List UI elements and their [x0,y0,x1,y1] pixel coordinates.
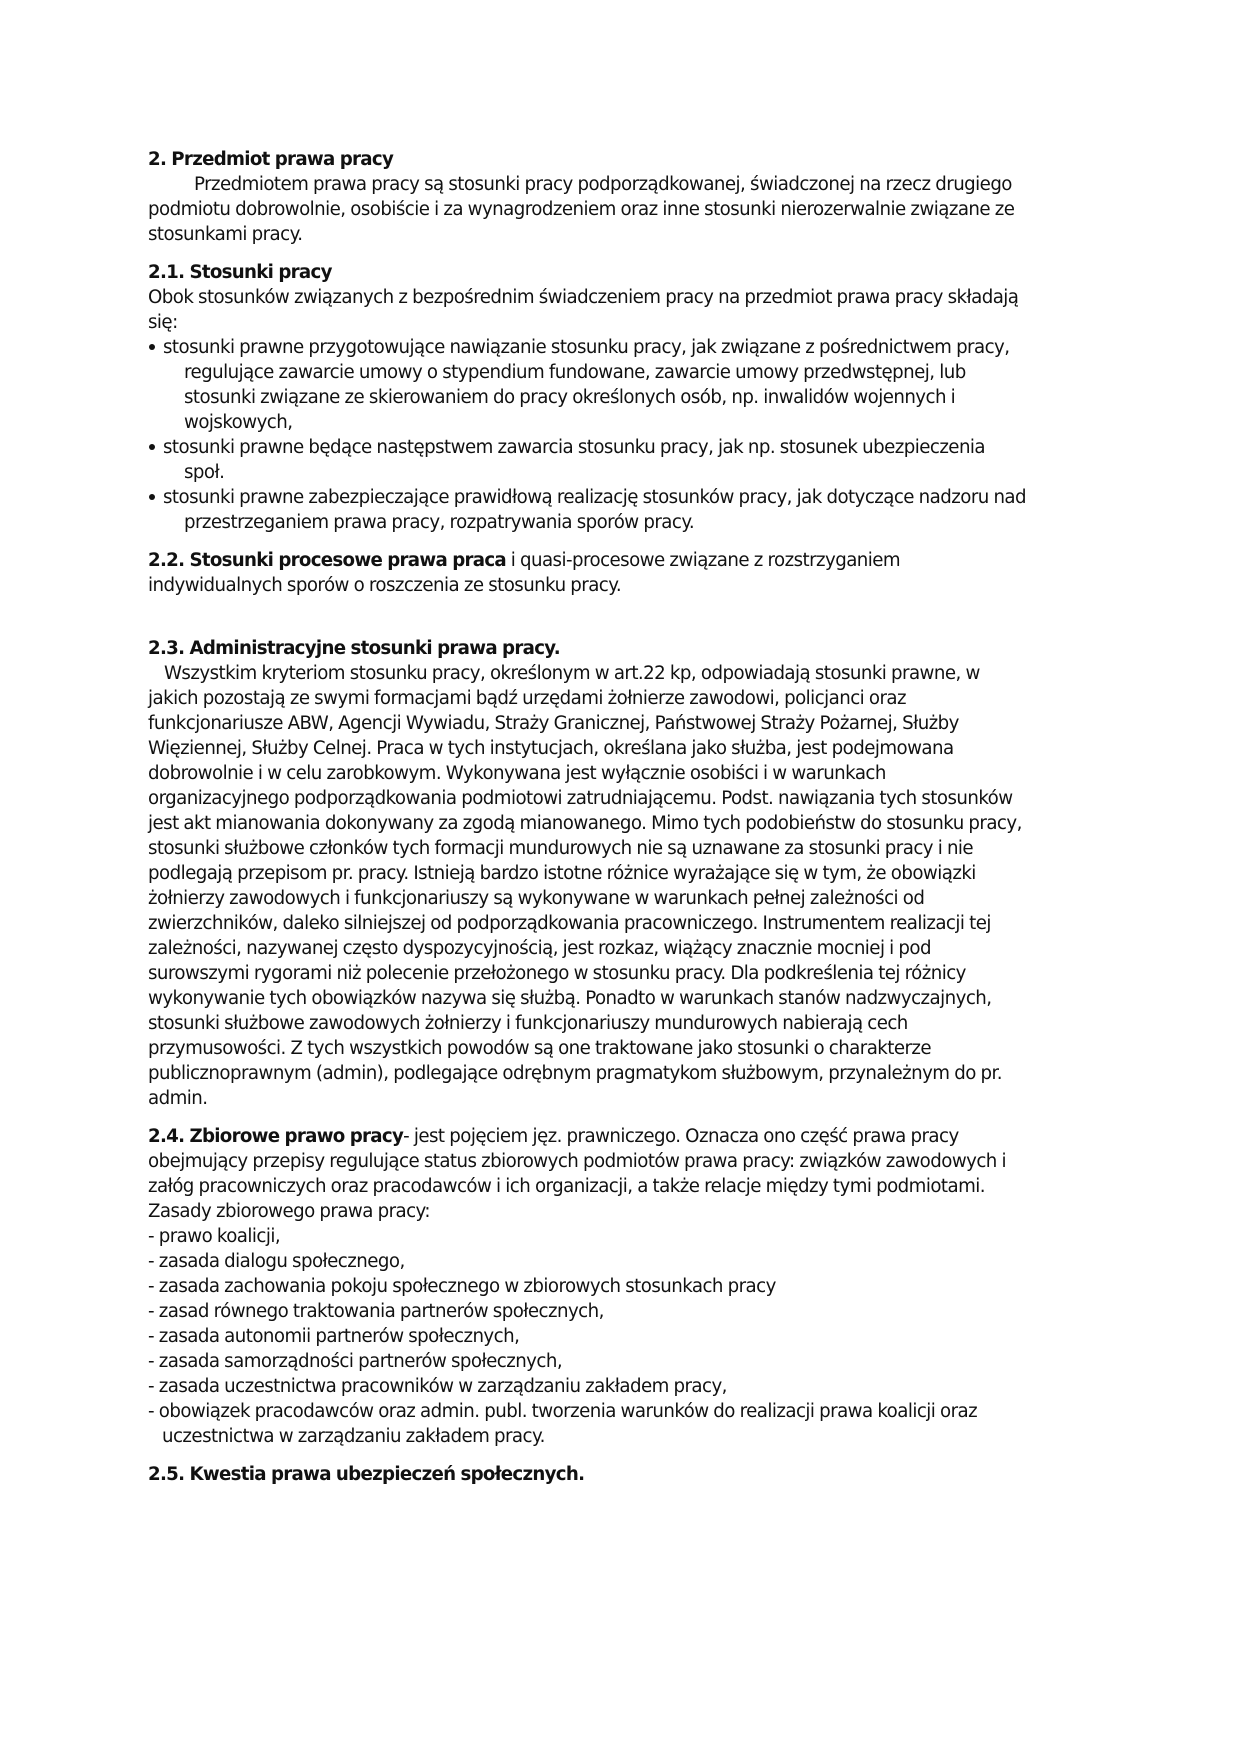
paragraph-line: podmiotu dobrowolnie, osobiście i za wynagrodzeniem oraz inne stosunki nierozerwalnie związane ze [148,199,1015,220]
bullet-item [148,435,1108,485]
section-2-2-first-line [148,548,1108,573]
principles-list [148,1224,1108,1449]
bullet-list [148,335,1108,535]
bullet-text: regulujące zawarcie umowy o stypendium fundowane, zawarcie umowy przedwstępnej, lub [184,362,966,383]
bullet-icon [148,335,163,360]
section-heading-2-3: 2.3. Administracyjne stosunki prawa pracy. [148,638,560,659]
paragraph-line: Wszystkim kryteriom stosunku pracy, określonym w art.22 kp, odpowiadają stosunki prawne, w [164,663,980,684]
paragraph-line: jakich pozostają ze swymi formacjami bądź urzędami żołnierze zawodowi, policjanci oraz [148,688,906,709]
paragraph-line: funkcjonariusze ABW, Agencji Wywiadu, Straży Granicznej, Państwowej Straży Pożarnej, Służby [148,713,959,734]
bullet-item [148,335,1108,435]
bullet-text: wojskowych, [184,412,293,433]
paragraph-line: Więziennej, Służby Celnej. Praca w tych instytucjach, określana jako służba, jest podejmowana [148,738,954,759]
section-2-4-first-line [148,1124,1108,1149]
paragraph-line: Zasady zbiorowego prawa pracy: [148,1201,431,1222]
paragraph-line: stosunki służbowe członków tych formacji mundurowych nie są uznawane za stosunki pracy i nie [148,838,974,859]
section-heading-2-4: 2.4. Zbiorowe prawo pracy [148,1126,404,1147]
paragraph-line: admin. [148,1088,208,1109]
paragraph-line: indywidualnych sporów o roszczenia ze stosunku pracy. [148,575,622,596]
paragraph-line: Przedmiotem prawa pracy są stosunki pracy podporządkowanej, świadczonej na rzecz drugiego [194,174,1012,195]
section-heading-2-5: 2.5. Kwestia prawa ubezpieczeń społecznych. [148,1464,585,1485]
bullet-text: stosunki prawne zabezpieczające prawidłową realizację stosunków pracy, jak dotyczące nadzoru nad [163,487,1027,508]
section-heading-2-1: 2.1. Stosunki pracy [148,262,332,283]
paragraph-line: podlegają przepisom pr. pracy. Istnieją bardzo istotne różnice wyrażające się w tym, że obowiązki [148,863,976,884]
paragraph-line: stosunki służbowe zawodowych żołnierzy i funkcjonariuszy mundurowych nabierają cech [148,1013,908,1034]
document-page [148,147,1108,1487]
bullet-text: przestrzeganiem prawa pracy, rozpatrywania sporów pracy. [184,512,695,533]
principle-item-continuation: uczestnictwa w zarządzaniu zakładem pracy. [162,1426,545,1447]
paragraph-line: organizacyjnego podporządkowania podmiotowi zatrudniającemu. Podst. nawiązania tych stosunków [148,788,1013,809]
paragraph-line: surowszymi rygorami niż polecenie przełożonego w stosunku pracy. Dla podkreślenia tej różnicy [148,963,966,984]
paragraph-line: zwierzchników, daleko silniejszej od podporządkowania pracowniczego. Instrumentem realizacji tej [148,913,991,934]
paragraph-line: się: [148,312,178,333]
principle-item: - zasada samorządności partnerów społecznych, [148,1351,563,1372]
paragraph-line: załóg pracowniczych oraz pracodawców i ich organizacji, a także relacje między tymi podmiotami. [148,1176,985,1197]
principle-item: - zasad równego traktowania partnerów społecznych, [148,1301,604,1322]
paragraph-line: dobrowolnie i w celu zarobkowym. Wykonywana jest wyłącznie osobiści i w warunkach [148,763,886,784]
paragraph-line: stosunkami pracy. [148,224,303,245]
section-heading-2-2: 2.2. Stosunki procesowe prawa praca [148,550,507,571]
bullet-text: społ. [184,462,225,483]
paragraph-line: jest akt mianowania dokonywany za zgodą mianowanego. Mimo tych podobieństw do stosunku pracy, [148,813,1022,834]
paragraph-line: przymusowości. Z tych wszystkich powodów są one traktowane jako stosunki o charakterze [148,1038,932,1059]
paragraph-line: obejmujący przepisy regulujące status zbiorowych podmiotów prawa pracy: związków zawodowych i [148,1151,1007,1172]
bullet-icon [148,485,163,510]
bullet-icon [148,435,163,460]
bullet-text: stosunki związane ze skierowaniem do pracy określonych osób, np. inwalidów wojennych i [184,387,956,408]
principle-item: - zasada dialogu społecznego, [148,1251,405,1272]
bullet-text: stosunki prawne przygotowujące nawiązanie stosunku pracy, jak związane z pośrednictwem pracy, [163,337,1010,358]
paragraph-line: zależności, nazywanej często dyspozycyjnością, jest rozkaz, wiążący znacznie mocniej i pod [148,938,931,959]
paragraph-line: wykonywanie tych obowiązków nazywa się służbą. Ponadto w warunkach stanów nadzwyczajnych, [148,988,992,1009]
bullet-text: stosunki prawne będące następstwem zawarcia stosunku pracy, jak np. stosunek ubezpieczenia [163,437,986,458]
principle-item: - zasada autonomii partnerów społecznych, [148,1326,520,1347]
paragraph-line: żołnierzy zawodowych i funkcjonariuszy są wykonywane w warunkach pełnej zależności od [148,888,925,909]
principle-item: - prawo koalicji, [148,1226,281,1247]
principle-item: - zasada uczestnictwa pracowników w zarządzaniu zakładem pracy, [148,1376,727,1397]
principle-item: - obowiązek pracodawców oraz admin. publ. tworzenia warunków do realizacji prawa koalicji oraz [148,1401,978,1422]
heading-tail: - jest pojęciem jęz. prawniczego. Oznacza ono część prawa pracy [403,1126,959,1147]
section-heading-2: 2. Przedmiot prawa pracy [148,149,394,170]
paragraph-line: publicznoprawnym (admin), podlegające odrębnym pragmatykom służbowym, przynależnym do pr. [148,1063,1002,1084]
paragraph-line: Obok stosunków związanych z bezpośrednim świadczeniem pracy na przedmiot prawa pracy składają [148,287,1019,308]
principle-item: - zasada zachowania pokoju społecznego w zbiorowych stosunkach pracy [148,1276,776,1297]
bullet-item [148,485,1108,535]
heading-tail: i quasi-procesowe związane z rozstrzyganiem [506,550,901,571]
